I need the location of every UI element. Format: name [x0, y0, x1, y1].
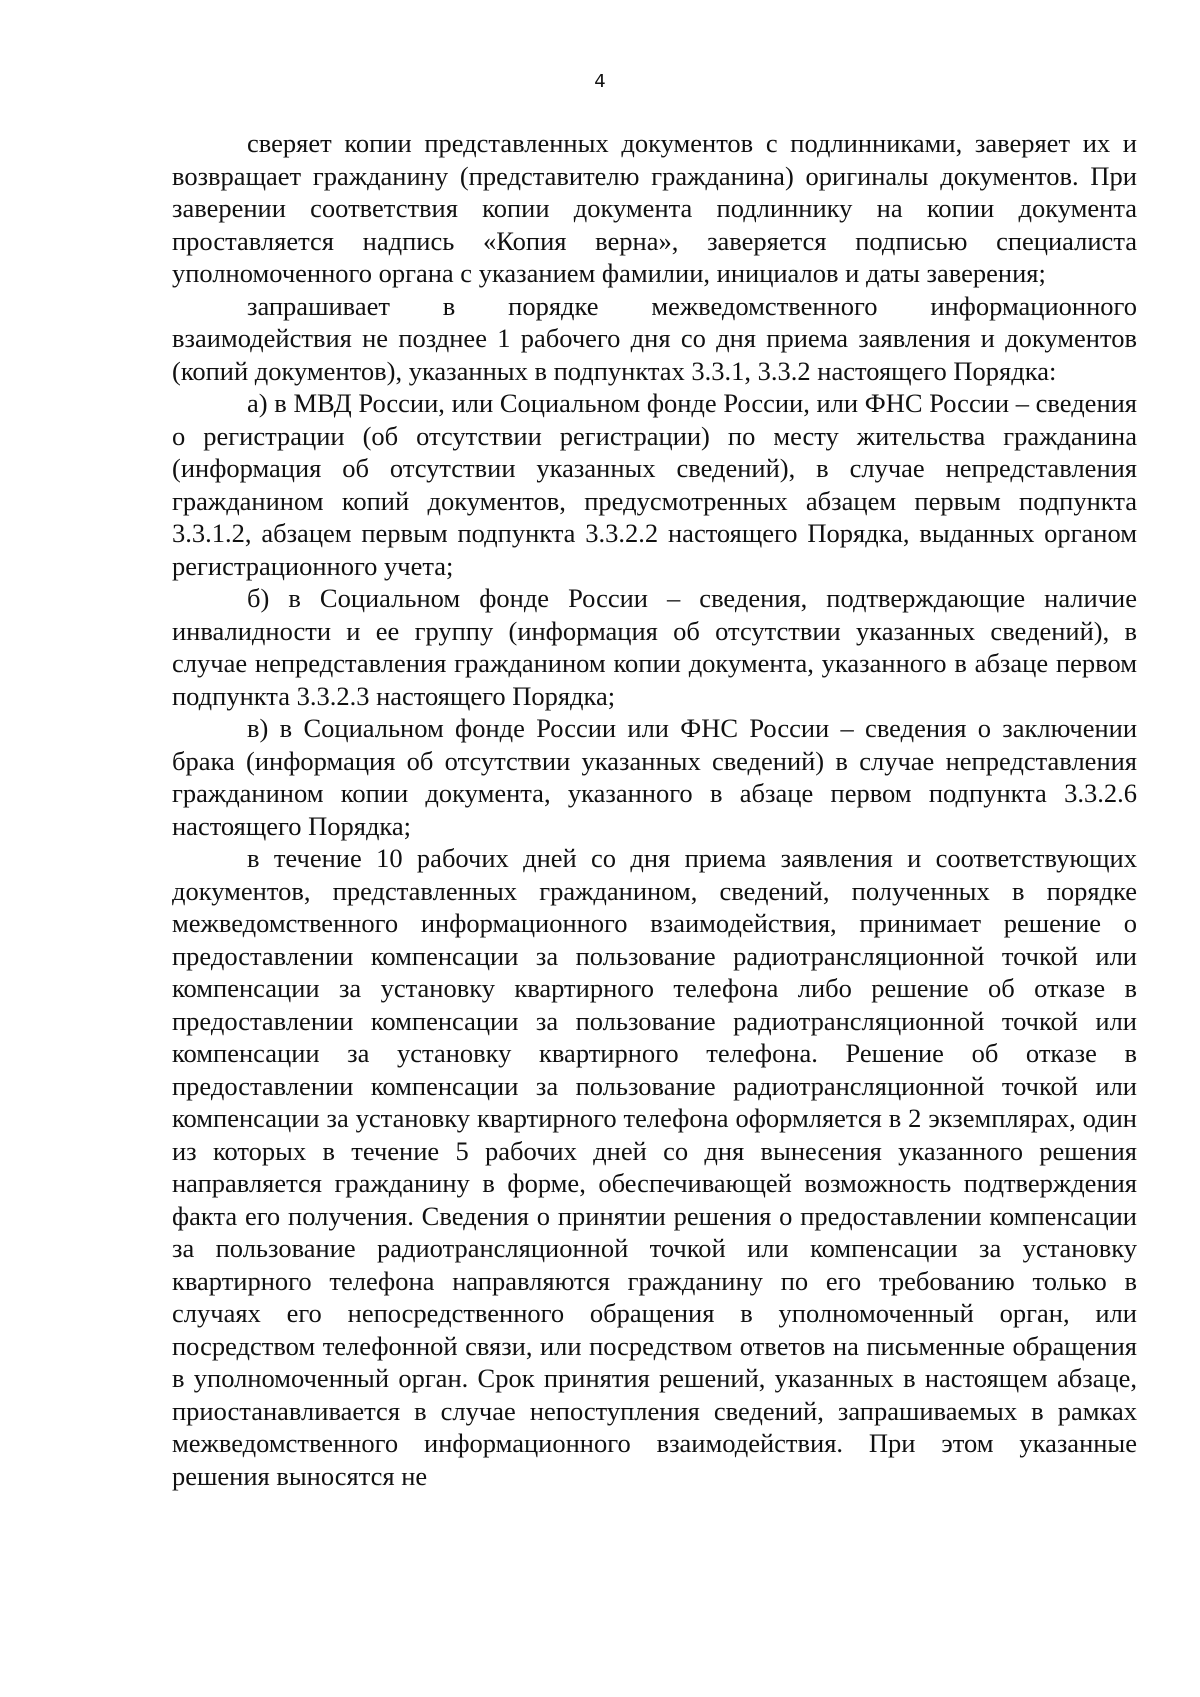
- paragraph-verify-copies: сверяет копии представленных документов с подлинниками, заверяет их и возвращает гражданину (представителю гражданина) оригиналы документов. При заверении соответствия копии документа подлиннику на копии документа проставляется надпись «Копия верна», заверяется подписью специалиста уполномоченного органа с указанием фамилии, инициалов и даты заверения;: [172, 128, 1137, 288]
- document-body: [172, 127, 1137, 1492]
- page-number: 4: [594, 71, 606, 92]
- paragraph-interagency-request: запрашивает в порядке межведомственного информационного взаимодействия не позднее 1 рабочего дня со дня приема заявления и документов (копий документов), указанных в подпунктах 3.3.1, 3.3.2 настоящего Порядка:: [172, 290, 1137, 386]
- paragraph-item-a: а) в МВД России, или Социальном фонде России, или ФНС России – сведения о регистрации (об отсутствии регистрации) по месту жительства гражданина (информация об отсутствии указанных сведений), в случае непредставления гражданином копий документов, предусмотренных абзацем первым подпункта 3.3.1.2, абзацем первым подпункта 3.3.2.2 настоящего Порядка, выданных органом регистрационного учета;: [172, 388, 1137, 581]
- paragraph-item-b: б) в Социальном фонде России – сведения, подтверждающие наличие инвалидности и ее группу (информация об отсутствии указанных сведений), в случае непредставления гражданином копии документа, указанного в абзаце первом подпункта 3.3.2.3 настоящего Порядка;: [172, 583, 1137, 711]
- paragraph-item-v: в) в Социальном фонде России или ФНС России – сведения о заключении брака (информация об отсутствии указанных сведений) в случае непредставления гражданином копии документа, указанного в абзаце первом подпункта 3.3.2.6 настоящего Порядка;: [172, 713, 1137, 841]
- paragraph-decision: в течение 10 рабочих дней со дня приема заявления и соответствующих документов, представленных гражданином, сведений, полученных в порядке межведомственного информационного взаимодействия, принимает решение о предоставлении компенсации за пользование радиотрансляционной точкой или компенсации за установку квартирного телефона либо решение об отказе в предоставлении компенсации за пользование радиотрансляционной точкой или компенсации за установку квартирного телефона. Решение об отказе в предоставлении компенсации за пользование радиотрансляционной точкой или компенсации за установку квартирного телефона оформляется в 2 экземплярах, один из которых в течение 5 рабочих дней со дня вынесения указанного решения направляется гражданину в форме, обеспечивающей возможность подтверждения факта его получения. Сведения о принятии решения о предоставлении компенсации за пользование радиотрансляционной точкой или компенсации за установку квартирного телефона направляются гражданину по его требованию только в случаях его непосредственного обращения в уполномоченный орган, или посредством телефонной связи, или посредством ответов на письменные обращения в уполномоченный орган. Срок принятия решений, указанных в настоящем абзаце, приостанавливается в случае непоступления сведений, запрашиваемых в рамках межведомственного информационного взаимодействия. При этом указанные решения выносятся не: [172, 843, 1137, 1491]
